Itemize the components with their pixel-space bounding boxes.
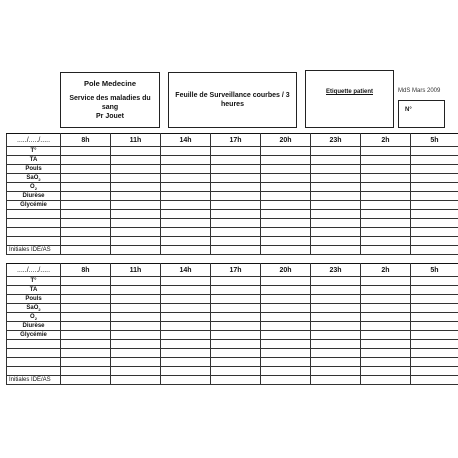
measure-cell[interactable] [111, 174, 161, 183]
measure-cell[interactable] [361, 331, 411, 340]
row-label [7, 219, 61, 228]
measure-cell[interactable] [111, 349, 161, 358]
measure-cell[interactable] [161, 313, 211, 322]
initials-cell[interactable] [211, 246, 261, 255]
measure-cell[interactable] [261, 304, 311, 313]
measure-cell[interactable] [161, 210, 211, 219]
measure-cell[interactable] [261, 165, 311, 174]
measure-cell[interactable] [311, 277, 361, 286]
measure-cell[interactable] [411, 367, 458, 376]
measure-cell[interactable] [311, 286, 361, 295]
measure-cell[interactable] [61, 201, 111, 210]
measure-cell[interactable] [161, 340, 211, 349]
measure-cell[interactable] [261, 219, 311, 228]
measure-cell[interactable] [211, 228, 261, 237]
table-row [7, 322, 458, 331]
initials-cell[interactable] [111, 376, 161, 385]
row-label [7, 358, 61, 367]
measure-cell[interactable] [61, 322, 111, 331]
table-row [7, 147, 458, 156]
hour-header: 11h [111, 264, 161, 277]
measure-cell[interactable] [111, 210, 161, 219]
measure-cell[interactable] [61, 313, 111, 322]
measure-cell[interactable] [211, 201, 261, 210]
measure-cell[interactable] [161, 295, 211, 304]
patient-number-field[interactable] [398, 100, 445, 128]
row-label: Pouls [7, 295, 61, 304]
table-row [7, 210, 458, 219]
measure-cell[interactable] [361, 286, 411, 295]
hour-header: 14h [161, 264, 211, 277]
measure-cell[interactable] [111, 228, 161, 237]
measure-cell[interactable] [311, 228, 361, 237]
table-row [7, 156, 458, 165]
measure-cell[interactable] [261, 322, 311, 331]
measure-cell[interactable] [111, 358, 161, 367]
measure-cell[interactable] [111, 286, 161, 295]
measure-cell[interactable] [211, 156, 261, 165]
table-row [7, 304, 458, 313]
initials-label: Initiales IDE/AS [7, 246, 61, 255]
hour-header: 2h [361, 264, 411, 277]
surveillance-table-2 [6, 263, 458, 385]
measure-cell[interactable] [161, 277, 211, 286]
table-row [7, 228, 458, 237]
initials-row [7, 376, 458, 385]
measure-cell[interactable] [61, 358, 111, 367]
measure-cell[interactable] [361, 210, 411, 219]
measure-cell[interactable] [211, 192, 261, 201]
measure-cell[interactable] [361, 304, 411, 313]
etiquette-label: Etiquette patient [325, 89, 373, 95]
measure-cell[interactable] [261, 210, 311, 219]
measure-cell[interactable] [361, 340, 411, 349]
measure-cell[interactable] [361, 183, 411, 192]
measure-cell[interactable] [211, 210, 261, 219]
measure-cell[interactable] [161, 165, 211, 174]
measure-cell[interactable] [311, 156, 361, 165]
initials-cell[interactable] [411, 376, 458, 385]
measure-cell[interactable] [311, 295, 361, 304]
etiquette-patient-box[interactable] [305, 70, 394, 128]
measure-cell[interactable] [211, 286, 261, 295]
row-label: Diurèse [7, 322, 61, 331]
measure-cell[interactable] [211, 277, 261, 286]
measure-cell[interactable] [61, 183, 111, 192]
measure-cell[interactable] [411, 156, 458, 165]
measure-cell[interactable] [411, 201, 458, 210]
measure-cell[interactable] [361, 192, 411, 201]
measure-cell[interactable] [161, 192, 211, 201]
pole-head: Pr Jouet [95, 113, 124, 120]
measure-cell[interactable] [61, 219, 111, 228]
initials-cell[interactable] [261, 246, 311, 255]
measure-cell[interactable] [411, 286, 458, 295]
table-row [7, 192, 458, 201]
measure-cell[interactable] [161, 286, 211, 295]
measure-cell[interactable] [261, 358, 311, 367]
measure-cell[interactable] [111, 331, 161, 340]
measure-cell[interactable] [261, 237, 311, 246]
measure-cell[interactable] [411, 174, 458, 183]
version-note: MdS Mars 2009 [398, 88, 441, 94]
hour-header: 23h [311, 134, 361, 147]
measure-cell[interactable] [311, 367, 361, 376]
row-label [7, 210, 61, 219]
measure-cell[interactable] [61, 228, 111, 237]
measure-cell[interactable] [361, 228, 411, 237]
measure-cell[interactable] [311, 210, 361, 219]
measure-cell[interactable] [111, 156, 161, 165]
measure-cell[interactable] [311, 358, 361, 367]
initials-cell[interactable] [361, 246, 411, 255]
table-row [7, 237, 458, 246]
table-row [7, 286, 458, 295]
measure-cell[interactable] [211, 349, 261, 358]
measure-cell[interactable] [61, 174, 111, 183]
measure-cell[interactable] [111, 304, 161, 313]
measure-cell[interactable] [361, 156, 411, 165]
measure-cell[interactable] [111, 192, 161, 201]
table-row [7, 277, 458, 286]
measure-cell[interactable] [161, 147, 211, 156]
hours-header-row [7, 264, 458, 277]
measure-cell[interactable] [111, 295, 161, 304]
measure-cell[interactable] [361, 201, 411, 210]
initials-cell[interactable] [111, 246, 161, 255]
measure-cell[interactable] [261, 156, 311, 165]
initials-cell[interactable] [261, 376, 311, 385]
measure-cell[interactable] [311, 165, 361, 174]
measure-cell[interactable] [211, 183, 261, 192]
measure-cell[interactable] [161, 228, 211, 237]
measure-cell[interactable] [311, 304, 361, 313]
measure-cell[interactable] [411, 358, 458, 367]
measure-cell[interactable] [211, 174, 261, 183]
measure-cell[interactable] [411, 340, 458, 349]
date-field[interactable]: ...../...../..... [7, 264, 61, 277]
measure-cell[interactable] [311, 349, 361, 358]
measure-cell[interactable] [361, 367, 411, 376]
row-label: Pouls [7, 165, 61, 174]
measure-cell[interactable] [411, 183, 458, 192]
measure-cell[interactable] [411, 295, 458, 304]
table-row [7, 201, 458, 210]
measure-cell[interactable] [261, 277, 311, 286]
row-label: Diurèse [7, 192, 61, 201]
feuille-title-box [168, 72, 297, 128]
table-body [7, 264, 458, 385]
table-row [7, 358, 458, 367]
measure-cell[interactable] [261, 367, 311, 376]
surveillance-table-1 [6, 133, 458, 255]
measure-cell[interactable] [261, 201, 311, 210]
measure-cell[interactable] [261, 192, 311, 201]
hour-header: 2h [361, 134, 411, 147]
hour-header: 20h [261, 134, 311, 147]
measure-cell[interactable] [161, 174, 211, 183]
measure-cell[interactable] [411, 165, 458, 174]
measure-cell[interactable] [211, 358, 261, 367]
row-label: T° [7, 277, 61, 286]
measure-cell[interactable] [161, 183, 211, 192]
table-row [7, 331, 458, 340]
measure-cell[interactable] [161, 304, 211, 313]
hour-header: 11h [111, 134, 161, 147]
hour-header: 14h [161, 134, 211, 147]
measure-cell[interactable] [311, 331, 361, 340]
measure-cell[interactable] [61, 192, 111, 201]
measure-cell[interactable] [411, 322, 458, 331]
hour-header: 17h [211, 134, 261, 147]
initials-cell[interactable] [311, 246, 361, 255]
measure-cell[interactable] [311, 174, 361, 183]
hour-header: 8h [61, 264, 111, 277]
table-body [7, 134, 458, 255]
measure-cell[interactable] [361, 358, 411, 367]
measure-cell[interactable] [61, 147, 111, 156]
row-label: $O_2$ [7, 313, 61, 322]
measure-cell[interactable] [311, 322, 361, 331]
measure-cell[interactable] [211, 147, 261, 156]
measure-cell[interactable] [411, 331, 458, 340]
table-row [7, 165, 458, 174]
measure-cell[interactable] [361, 277, 411, 286]
measure-cell[interactable] [161, 331, 211, 340]
measure-cell[interactable] [211, 237, 261, 246]
measure-cell[interactable] [411, 192, 458, 201]
initials-cell[interactable] [161, 246, 211, 255]
measure-cell[interactable] [61, 277, 111, 286]
initials-cell[interactable] [411, 246, 458, 255]
row-label: SaO$_2$ [7, 304, 61, 313]
measure-cell[interactable] [111, 367, 161, 376]
row-label [7, 349, 61, 358]
measure-cell[interactable] [311, 192, 361, 201]
measure-cell[interactable] [311, 340, 361, 349]
measure-cell[interactable] [261, 183, 311, 192]
row-label: TA [7, 286, 61, 295]
table-row [7, 174, 458, 183]
measure-cell[interactable] [311, 201, 361, 210]
initials-cell[interactable] [61, 246, 111, 255]
feuille-title: Feuille de Surveillance courbes / 3 heures [175, 92, 290, 108]
date-field[interactable]: ...../...../..... [7, 134, 61, 147]
table-row [7, 313, 458, 322]
hours-header-row [7, 134, 458, 147]
measure-cell[interactable] [211, 295, 261, 304]
measure-cell[interactable] [411, 277, 458, 286]
table-row [7, 340, 458, 349]
row-label: Glycémie [7, 201, 61, 210]
row-label: TA [7, 156, 61, 165]
measure-cell[interactable] [211, 331, 261, 340]
initials-cell[interactable] [61, 376, 111, 385]
measure-cell[interactable] [261, 174, 311, 183]
measure-cell[interactable] [211, 165, 261, 174]
measure-cell[interactable] [161, 349, 211, 358]
row-label [7, 228, 61, 237]
measure-cell[interactable] [161, 156, 211, 165]
measure-cell[interactable] [111, 165, 161, 174]
hour-header: 17h [211, 264, 261, 277]
measure-cell[interactable] [61, 165, 111, 174]
hour-header: 20h [261, 264, 311, 277]
measure-cell[interactable] [161, 358, 211, 367]
measure-cell[interactable] [361, 349, 411, 358]
measure-cell[interactable] [111, 183, 161, 192]
measure-cell[interactable] [211, 340, 261, 349]
row-label [7, 367, 61, 376]
measure-cell[interactable] [61, 210, 111, 219]
measure-cell[interactable] [111, 277, 161, 286]
measure-cell[interactable] [411, 349, 458, 358]
measure-cell[interactable] [61, 295, 111, 304]
measure-cell[interactable] [361, 295, 411, 304]
measure-cell[interactable] [111, 201, 161, 210]
hour-header: 5h [411, 264, 458, 277]
measure-cell[interactable] [361, 322, 411, 331]
measure-cell[interactable] [111, 313, 161, 322]
measure-cell[interactable] [161, 322, 211, 331]
measure-cell[interactable] [61, 349, 111, 358]
row-label: $O_2$ [7, 183, 61, 192]
pole-medecine-box [60, 72, 160, 128]
measure-cell[interactable] [411, 210, 458, 219]
measure-cell[interactable] [361, 237, 411, 246]
measure-cell[interactable] [311, 183, 361, 192]
hour-header: 23h [311, 264, 361, 277]
measure-cell[interactable] [261, 228, 311, 237]
measure-cell[interactable] [61, 331, 111, 340]
table-row [7, 295, 458, 304]
initials-label: Initiales IDE/AS [7, 376, 61, 385]
measure-cell[interactable] [161, 201, 211, 210]
pole-title: Pole Medecine [83, 79, 137, 88]
measure-cell[interactable] [211, 322, 261, 331]
measure-cell[interactable] [61, 286, 111, 295]
table-row [7, 367, 458, 376]
patient-number-label: N° [405, 107, 412, 113]
measure-cell[interactable] [61, 156, 111, 165]
measure-cell[interactable] [211, 219, 261, 228]
row-label: T° [7, 147, 61, 156]
pole-service: Service des maladies du sang [69, 95, 151, 111]
measure-cell[interactable] [311, 219, 361, 228]
row-label: SaO$_2$ [7, 174, 61, 183]
initials-cell[interactable] [361, 376, 411, 385]
measure-cell[interactable] [61, 237, 111, 246]
measure-cell[interactable] [361, 165, 411, 174]
row-label: Glycémie [7, 331, 61, 340]
measure-cell[interactable] [311, 147, 361, 156]
measure-cell[interactable] [61, 304, 111, 313]
table-row [7, 349, 458, 358]
measure-cell[interactable] [61, 367, 111, 376]
measure-cell[interactable] [261, 349, 311, 358]
initials-cell[interactable] [211, 376, 261, 385]
measure-cell[interactable] [161, 219, 211, 228]
measure-cell[interactable] [361, 219, 411, 228]
initials-cell[interactable] [311, 376, 361, 385]
measure-cell[interactable] [311, 237, 361, 246]
measure-cell[interactable] [211, 367, 261, 376]
measure-cell[interactable] [211, 313, 261, 322]
measure-cell[interactable] [161, 367, 211, 376]
measure-cell[interactable] [411, 237, 458, 246]
measure-cell[interactable] [261, 147, 311, 156]
table-row [7, 219, 458, 228]
measure-cell[interactable] [111, 237, 161, 246]
initials-row [7, 246, 458, 255]
measure-cell[interactable] [261, 331, 311, 340]
hour-header: 8h [61, 134, 111, 147]
measure-cell[interactable] [61, 340, 111, 349]
measure-cell[interactable] [111, 219, 161, 228]
table-row [7, 183, 458, 192]
measure-cell[interactable] [261, 295, 311, 304]
measure-cell[interactable] [211, 304, 261, 313]
measure-cell[interactable] [361, 313, 411, 322]
hour-header: 5h [411, 134, 458, 147]
measure-cell[interactable] [361, 174, 411, 183]
row-label [7, 340, 61, 349]
measure-cell[interactable] [411, 304, 458, 313]
measure-cell[interactable] [111, 147, 161, 156]
measure-cell[interactable] [411, 228, 458, 237]
initials-cell[interactable] [161, 376, 211, 385]
row-label [7, 237, 61, 246]
measure-cell[interactable] [111, 322, 161, 331]
measure-cell[interactable] [361, 147, 411, 156]
measure-cell[interactable] [411, 147, 458, 156]
measure-cell[interactable] [161, 237, 211, 246]
measure-cell[interactable] [261, 313, 311, 322]
measure-cell[interactable] [311, 313, 361, 322]
measure-cell[interactable] [261, 286, 311, 295]
measure-cell[interactable] [111, 340, 161, 349]
measure-cell[interactable] [411, 313, 458, 322]
measure-cell[interactable] [411, 219, 458, 228]
measure-cell[interactable] [261, 340, 311, 349]
